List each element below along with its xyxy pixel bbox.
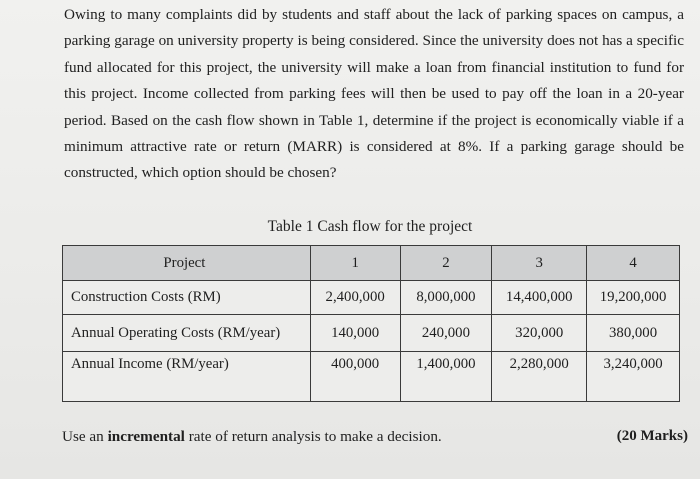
instruction-bold: incremental: [107, 428, 185, 445]
header-project-2: 2: [400, 246, 492, 281]
padding-cell: [492, 391, 587, 402]
table-caption: Table 1 Cash flow for the project: [267, 218, 473, 235]
cell-construction-4: 19,200,000: [587, 281, 680, 315]
cell-operating-1: 140,000: [310, 315, 400, 352]
instruction-before: Use an: [62, 428, 108, 445]
cell-operating-2: 240,000: [400, 315, 492, 352]
cell-construction-2: 8,000,000: [400, 281, 492, 315]
cell-income-2: 1,400,000: [400, 352, 492, 392]
question-paragraph: Owing to many complaints did by students and staff about the lack of parking spaces on campus, a parking garage on university property is being considered. Since the university does not has a specific fund allocated for this project, the university will make a loan from financial institution to fund for this project. Income collected from parking fees will then be used to pay off the loan in a 20-year period. Based on the cash flow shown in Table 1, determine if the project is economically viable if a minimum attractive rate or return (MARR) is considered at 8%. If a parking garage should be constructed, which option should be chosen?: [64, 6, 684, 182]
instruction-after: rate of return analysis to make a decision.: [184, 428, 442, 445]
padding-cell: [310, 391, 400, 402]
table-row-padding: [63, 391, 680, 402]
header-project-4: 4: [587, 246, 680, 281]
table-row-annual-income: [63, 352, 680, 392]
padding-cell: [400, 391, 492, 402]
table-header-row: [63, 246, 680, 281]
instruction-text: [62, 428, 442, 446]
cell-construction-1: 2,400,000: [310, 281, 400, 315]
row-label-annual-income: Annual Income (RM/year): [63, 352, 311, 392]
table-row-construction-costs: [63, 281, 680, 315]
cell-income-3: 2,280,000: [492, 352, 587, 392]
header-project-1: 1: [310, 246, 400, 281]
header-project-3: 3: [492, 246, 587, 281]
cash-flow-table: [62, 245, 680, 402]
table-row-annual-operating-costs: [63, 315, 680, 352]
cell-income-1: 400,000: [310, 352, 400, 392]
padding-cell: [587, 391, 680, 402]
row-label-construction-costs: Construction Costs (RM): [63, 281, 311, 315]
header-project: Project: [63, 246, 311, 281]
cell-operating-3: 320,000: [492, 315, 587, 352]
marks-label: (20 Marks): [616, 428, 688, 444]
padding-cell: [63, 391, 311, 402]
cell-operating-4: 380,000: [587, 315, 680, 352]
cell-construction-3: 14,400,000: [492, 281, 587, 315]
cell-income-4: 3,240,000: [587, 352, 680, 392]
row-label-annual-operating-costs: Annual Operating Costs (RM/year): [63, 315, 311, 352]
